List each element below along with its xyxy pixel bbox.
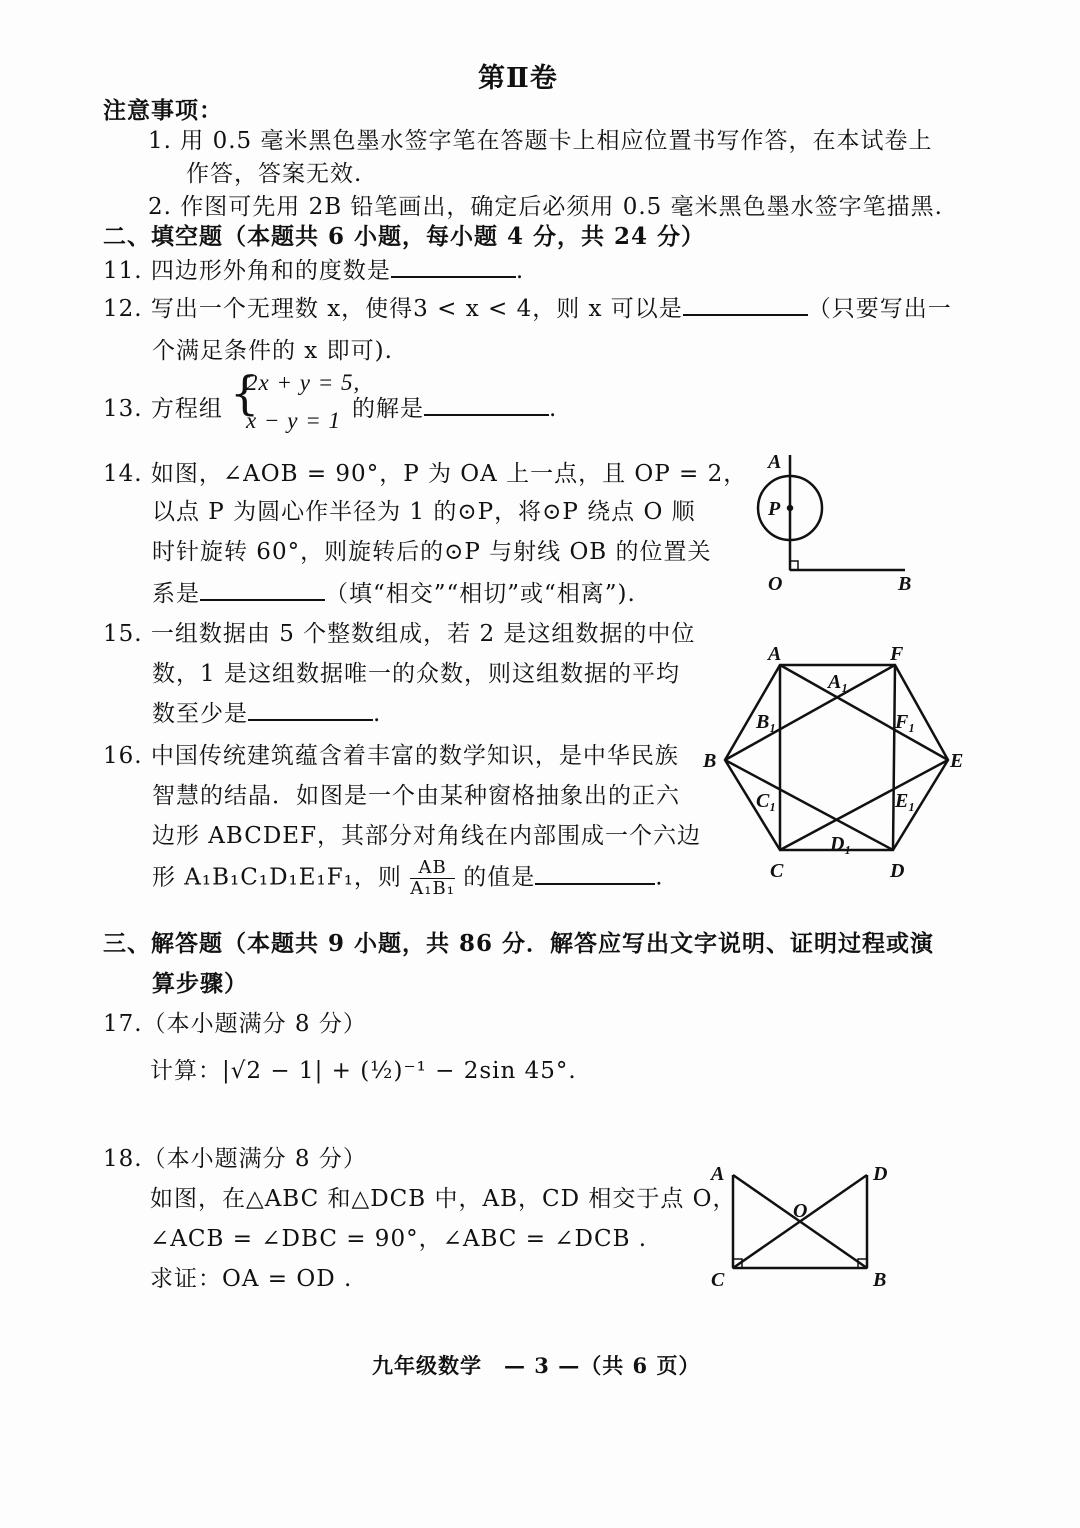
q-text: 的值是 xyxy=(463,864,536,891)
q-end: . xyxy=(515,258,525,284)
label-D: D xyxy=(873,1163,888,1185)
question-12-cont: 个满足条件的 x 即可). xyxy=(152,338,393,364)
label-E1: E₁ xyxy=(895,790,916,812)
q-text: 数至少是 xyxy=(152,701,248,727)
label-B: B xyxy=(703,750,717,772)
question-16-line3: 边形 ABCDEF，其部分对角线在内部围成一个六边 xyxy=(152,823,702,849)
label-P: P xyxy=(768,498,781,520)
label-A: A xyxy=(768,643,782,665)
q-text: 系是 xyxy=(152,581,200,607)
q-text: 形 A₁B₁C₁D₁E₁F₁，则 xyxy=(152,864,402,891)
label-E: E xyxy=(950,750,964,772)
q-end: . xyxy=(373,701,382,727)
q-number: 13. xyxy=(103,396,143,422)
question-17-expression: 计算：|√2 − 1| + (½)⁻¹ − 2sin 45°. xyxy=(150,1058,577,1084)
q-text: 的解是 xyxy=(352,396,424,422)
question-16-line2: 智慧的结晶．如图是一个由某种窗格抽象出的正六 xyxy=(152,783,680,809)
q-number: 18. xyxy=(103,1146,143,1172)
q-number: 17. xyxy=(103,1011,143,1037)
question-14-line3: 时针旋转 60°，则旋转后的⊙P 与射线 OB 的位置关 xyxy=(152,539,712,565)
label-D: D xyxy=(890,860,905,882)
label-C: C xyxy=(770,860,784,882)
section-3-heading: 三、解答题（本题共 9 小题，共 86 分．解答应写出文字说明、证明过程或演 xyxy=(103,930,935,957)
question-18-line3: 求证：OA = OD . xyxy=(150,1266,353,1292)
label-D1: D₁ xyxy=(830,833,852,855)
point-P xyxy=(788,506,792,510)
q-number: 11. xyxy=(103,258,143,284)
label-O: O xyxy=(793,1200,808,1222)
paper-title: 第Ⅱ卷 xyxy=(478,63,558,94)
fraction-denominator: A₁B₁ xyxy=(410,878,455,899)
q-end: . xyxy=(655,864,664,891)
q-number: 14. xyxy=(103,461,143,487)
label-C1: C₁ xyxy=(756,790,777,812)
diagonal-EC xyxy=(780,760,948,850)
q-number: 15. xyxy=(103,621,143,647)
q-text: 如图，∠AOB = 90°，P 为 OA 上一点，且 OP = 2， xyxy=(150,461,748,487)
notice-item-2: 2. 作图可先用 2B 铅笔画出，确定后必须用 0.5 毫米黑色墨水签字笔描黑. xyxy=(148,194,943,220)
question-18-line1: 如图，在△ABC 和△DCB 中，AB，CD 相交于点 O， xyxy=(150,1186,737,1212)
q-text: （填“相交”“相切”或“相离”). xyxy=(325,581,636,607)
notice-item-1-cont: 作答，答案无效. xyxy=(186,161,363,187)
question-14-line2: 以点 P 为圆心作半径为 1 的⊙P，将⊙P 绕点 O 顺 xyxy=(152,499,696,525)
q-number: 12. xyxy=(103,296,143,322)
diagonal-FB xyxy=(725,665,895,760)
equation-1: 2x + y = 5, xyxy=(246,370,361,395)
diagonal-BD xyxy=(725,760,893,850)
q-text: 方程组 xyxy=(150,396,223,422)
q-score: （本小题满分 8 分） xyxy=(142,1146,367,1172)
q-text: （只要写出一 xyxy=(807,296,952,322)
q-text: 四边形外角和的度数是 xyxy=(150,258,391,284)
label-B: B xyxy=(873,1269,887,1291)
equation-2: x − y = 1 xyxy=(246,408,341,433)
notice-item-1: 1. 用 0.5 毫米黑色墨水签字笔在答题卡上相应位置书写作答，在本试卷上 xyxy=(148,128,933,154)
label-A: A xyxy=(711,1163,725,1185)
section-3-heading-cont: 算步骤） xyxy=(152,970,248,997)
page-footer: 九年级数学 — 3 —（共 6 页） xyxy=(372,1353,701,1378)
q-number: 16. xyxy=(103,743,143,769)
label-C: C xyxy=(711,1269,725,1291)
section-2-heading: 二、填空题（本题共 6 小题，每小题 4 分，共 24 分） xyxy=(103,223,706,250)
label-A: A xyxy=(768,451,782,473)
label-B1: B₁ xyxy=(756,711,777,733)
notice-heading: 注意事项： xyxy=(103,97,223,124)
q-text: 写出一个无理数 x，使得3 < x < 4，则 x 可以是 xyxy=(150,296,683,322)
q-text: 一组数据由 5 个整数组成，若 2 是这组数据的中位 xyxy=(150,621,696,647)
label-O: O xyxy=(768,573,783,595)
q-end: . xyxy=(549,396,558,422)
question-15-line2: 数，1 是这组数据唯一的众数，则这组数据的平均 xyxy=(152,661,680,687)
question-18-line2: ∠ACB = ∠DBC = 90°，∠ABC = ∠DCB . xyxy=(150,1226,648,1252)
label-F1: F₁ xyxy=(895,711,916,733)
label-B: B xyxy=(898,573,912,595)
q-score: （本小题满分 8 分） xyxy=(142,1011,367,1037)
label-F: F xyxy=(890,643,904,665)
fraction-numerator: AB xyxy=(410,858,455,879)
label-A1: A₁ xyxy=(828,671,849,693)
diagonal-FD xyxy=(893,665,895,850)
brace: { xyxy=(230,366,261,420)
q-text: 中国传统建筑蕴含着丰富的数学知识，是中华民族 xyxy=(150,743,679,769)
